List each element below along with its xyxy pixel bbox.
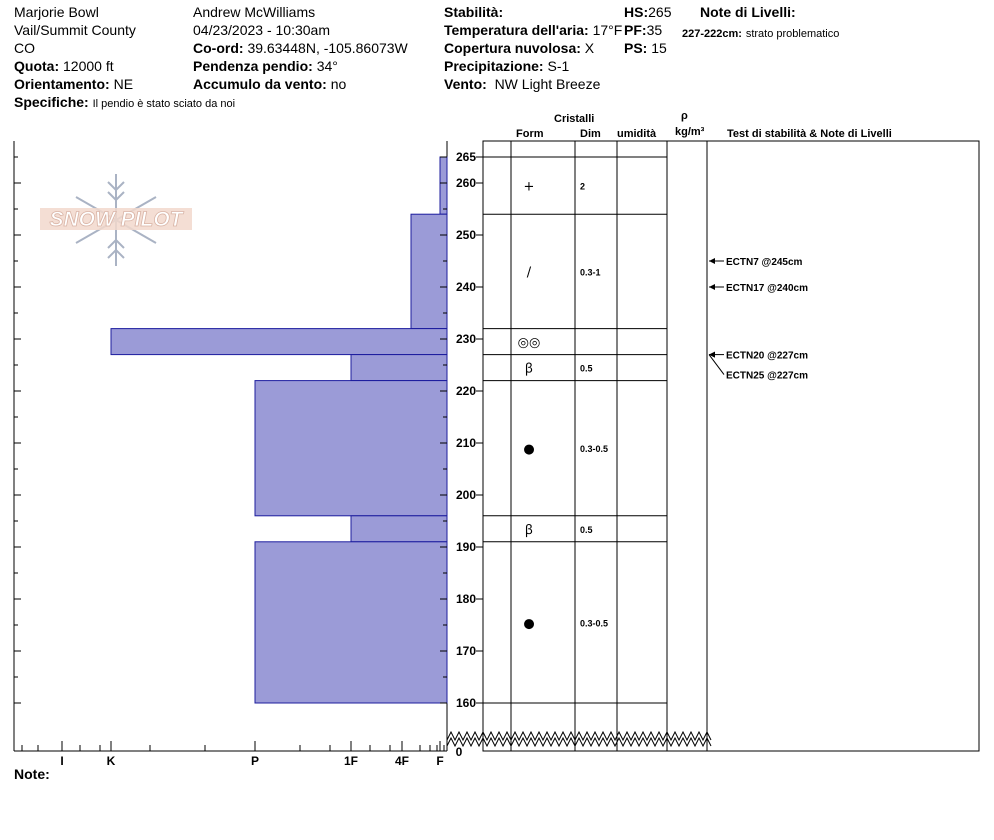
hardness-tick-label: F [436,754,444,768]
stability-test-label: ECTN7 @245cm [726,257,803,268]
wind-loading-value: no [330,76,347,92]
aspect-label: Orientamento: [14,76,110,92]
hs-value: 265 [648,4,672,20]
observer: Andrew McWilliams [193,4,316,20]
hardness-tick-label: K [106,754,116,768]
depth-tick-label: 260 [455,176,477,190]
depth-break-label: 0 [455,745,463,759]
dim-header: Dim [580,128,601,140]
grain-form-symbol: / [526,265,532,281]
ps-label: PS: [624,40,648,56]
depth-tick-label: 220 [455,384,477,398]
grain-form-symbol: ● [523,442,535,458]
depth-tick-label: 230 [455,332,477,346]
stability-test-arrow [709,258,715,264]
form-header: Form [516,128,544,140]
hardness-bar [111,329,447,355]
hardness-bar [255,381,447,516]
grain-size-label: 0.3-0.5 [580,444,609,455]
grain-size-label: 0.3-1 [580,267,601,278]
cloud-value: X [584,40,595,56]
hardness-tick-label: 4F [394,754,410,768]
humidity-header: umidità [617,128,657,140]
hardness-bar [411,214,447,328]
hardness-bar [351,355,447,381]
stability-label: Stabilità: [444,4,504,20]
depth-tick-label: 265 [455,150,477,164]
depth-tick-label: 160 [455,696,477,710]
slope-value: 34° [316,58,338,74]
stability-test-label: ECTN17 @240cm [726,283,809,294]
hardness-tick-label: I [60,754,64,768]
grain-table-frame [483,141,979,751]
depth-tick-label: 190 [455,540,477,554]
slope-label: Pendenza pendio: [193,58,313,74]
rho-header: ρ [681,110,688,122]
ps-value: 15 [651,40,667,56]
precip-label: Precipitazione: [444,58,544,74]
stability-test-pointer [709,355,724,375]
grain-form-symbol: ꞵ [524,361,534,377]
hardness-tick-label: 1F [343,754,359,768]
state: CO [14,40,35,56]
hardness-bar [255,542,447,703]
layer-notes-label: Note di Livelli: [700,4,796,20]
specifics-label: Specifiche: [14,94,89,110]
grain-form-symbol: ● [523,616,535,632]
stability-test-arrow [709,352,715,358]
hs-label: HS: [624,4,649,20]
grain-size-label: 2 [580,181,586,192]
notes-label: Note: [14,766,50,782]
layer-note-text: strato problematico [745,28,840,40]
hardness-bar [440,157,447,214]
aspect-value: NE [113,76,134,92]
layer-note-range: 227-222cm: [682,28,742,40]
region: Vail/Summit County [14,22,136,38]
grain-size-label: 0.5 [580,524,593,535]
crystals-header: Cristalli [554,113,595,125]
location: Marjorie Bowl [14,4,99,20]
pf-label: PF: [624,22,647,38]
air-temp-label: Temperatura dell'aria: [444,22,589,38]
logo-text: SNOW PILOT [49,208,183,231]
depth-tick-label: 170 [455,644,477,658]
hardness-tick-label: P [250,754,260,768]
grain-form-symbol: ◎◎ [517,335,541,351]
depth-tick-label: 200 [455,488,477,502]
datetime: 04/23/2023 - 10:30am [193,22,330,38]
density-unit-header: kg/m³ [675,126,705,138]
depth-tick-label: 250 [455,228,477,242]
stability-test-label: ECTN25 @227cm [726,370,809,382]
depth-tick-label: 240 [455,280,477,294]
air-temp-value: 17°F [592,22,623,38]
depth-tick-label: 210 [455,436,477,450]
coord-label: Co-ord: [193,40,244,56]
pf-value: 35 [646,22,663,38]
wind-loading-label: Accumulo da vento: [193,76,327,92]
hardness-bar [351,516,447,542]
elevation-label: Quota: [14,58,60,74]
specifics-value: Il pendio è stato sciato da noi [92,98,236,110]
grain-form-symbol: ꞵ [524,522,534,538]
precip-value: S-1 [547,58,570,74]
stability-test-arrow [709,284,715,290]
stability-test-label: ECTN20 @227cm [726,350,809,362]
cloud-label: Copertura nuvolosa: [444,40,581,56]
grain-form-symbol: + [523,179,535,195]
wind-value: NW Light Breeze [494,76,601,92]
elevation-value: 12000 ft [63,58,114,74]
coord-value: 39.63448N, -105.86073W [247,40,408,56]
grain-size-label: 0.5 [580,363,593,374]
stability-header: Test di stabilità & Note di Livelli [727,128,892,140]
wind-label: Vento: [444,76,487,92]
grain-size-label: 0.3-0.5 [580,618,609,629]
depth-tick-label: 180 [455,592,477,606]
